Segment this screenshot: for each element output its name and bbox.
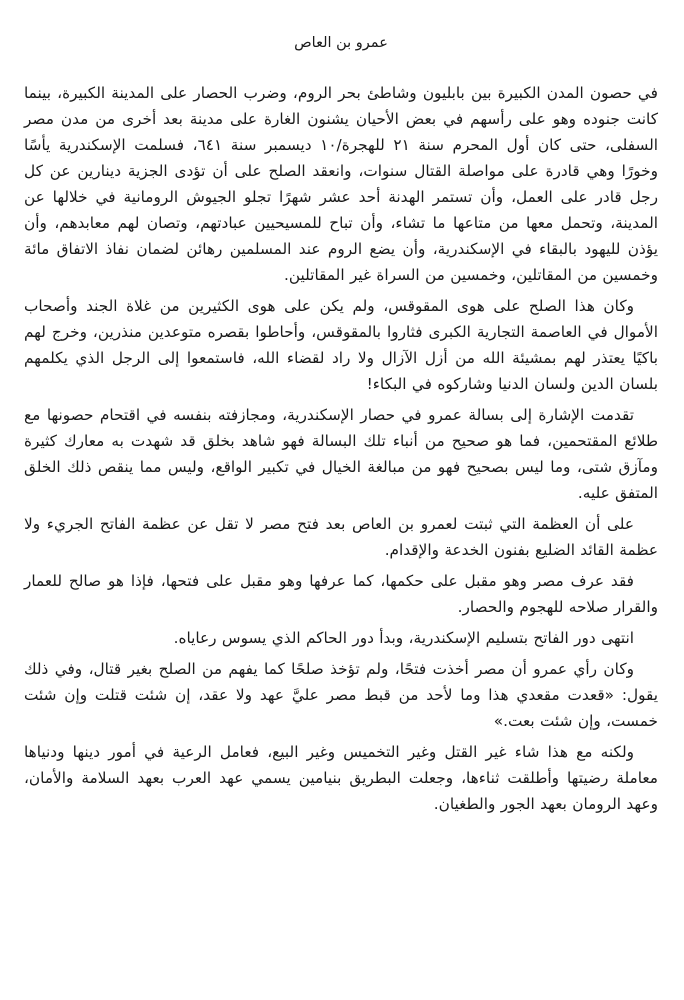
paragraph-1: في حصون المدن الكبيرة بين بابليون وشاطئ بحر الروم، وضرب الحصار على المدينة الكبيرة، بينما كانت جنوده وهو على رأسهم في بعض الأحيان يشنون الغارة على مدينة بعد أخرى من مدن مصر السفلى، حتى كان أول المحرم سنة ٢١ للهجرة/١٠ ديسمبر سنة ٦٤١، فسلمت الإسكندرية يأسًا وخورًا وهي قادرة على مواصلة القتال سنوات، وانعقد الصلح على أن تؤدى الجزية دينارين عن كل رجل قادر على العمل، وأن تستمر الهدنة أحد عشر شهرًا تجلو الجيوش الرومانية في خلالها عن المدينة، وتحمل معها من متاعها ما تشاء، وأن تباح للمسيحيين عبادتهم، وتصان لهم معابدهم، وأن يؤذن لليهود بالبقاء في الإسكندرية، وأن يضع الروم عند المسلمين رهائن لضمان نفاذ الاتفاق مائة وخمسين من المقاتلين، وخمسين من السراة غير المقاتلين.: [24, 84, 659, 284]
paragraph-7: وكان رأي عمرو أن مصر أخذت فتحًا، ولم تؤخذ صلحًا كما يفهم من الصلح بغير قتال، وفي ذلك يقول: «قعدت مقعدي هذا وما لأحد من قبط مصر عليَّ عهد ولا عقد، إن شئت قتلت وإن شئت خمست، وإن شئت بعت.»: [24, 660, 658, 730]
paragraph-3: تقدمت الإشارة إلى بسالة عمرو في حصار الإسكندرية، ومجازفته بنفسه في اقتحام حصونها مع طلائع المقتحمين، فما هو صحيح من أنباء تلك البسالة فهو شاهد بخلق قد شهدت به معارك كثيرة ومآزق شتى، وما ليس بصحيح فهو من مبالغة الخيال في تكبير الواقع، وليس مما ينقص ذلك الخلق المتفق عليه.: [24, 406, 658, 502]
paragraph-6: انتهى دور الفاتح بتسليم الإسكندرية، وبدأ دور الحاكم الذي يسوس رعاياه.: [173, 629, 634, 647]
paragraph-2: وكان هذا الصلح على هوى المقوقس، ولم يكن على هوى الكثيرين من غلاة الجند وأصحاب الأموال في العاصمة التجارية الكبرى فثاروا بالمقوقس، وأحاطوا بقصره متوعدين منذرين، وخرج لهم باكيًا يعتذر لهم بمشيئة الله من أزل الآزال ولا راد لقضاء الله، فاستمعوا إلى الرجل الذي يكلمهم بلسان الدين ولسان الدنيا وشاركوه في البكاء!: [24, 297, 658, 393]
paragraph-4: على أن العظمة التي ثبتت لعمرو بن العاص بعد فتح مصر لا تقل عن عظمة الفاتح الجريء ولا عظمة القائد الضليع بفنون الخدعة والإقدام.: [24, 515, 658, 559]
body-text: [24, 80, 658, 817]
paragraph-8: ولكنه مع هذا شاء غير القتل وغير التخميس وغير البيع، فعامل الرعية في أمور دينها ودنياها معاملة رضيتها وأطلقت ثناءها، وجعلت البطريق بنيامين يسمي عهد العرب بعهد السلامة والأمان، وعهد الرومان بعهد الجور والطغيان.: [24, 743, 658, 813]
running-header: عمرو بن العاص: [294, 35, 388, 51]
paragraph-5: فقد عرف مصر وهو مقبل على حكمها، كما عرفها وهو مقبل على فتحها، فإذا هو صالح للعمار والقرار صلاحه للهجوم والحصار.: [24, 572, 658, 616]
